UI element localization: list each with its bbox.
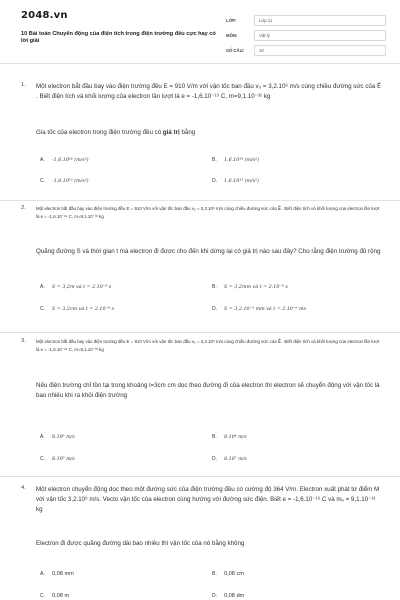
- option-b[interactable]: [212, 571, 244, 577]
- option-text: 8.10⁵ m/s: [52, 457, 75, 462]
- option-letter: C.: [40, 178, 45, 184]
- question-number: 2.: [21, 205, 26, 211]
- option-letter: A.: [40, 157, 45, 163]
- question-prompt: Nếu điện trường chỉ tồn tại trong khoảng l=3cm cm dọc theo đường đi của electron thì electron sẽ chuyển động với vận tốc là bao nhiêu khi ra khỏi điện trường: [36, 382, 380, 399]
- option-d[interactable]: [212, 306, 306, 312]
- option-letter: A.: [40, 284, 45, 290]
- option-letter: C.: [40, 306, 45, 312]
- option-letter: A.: [40, 434, 45, 440]
- question-number: 3.: [21, 338, 26, 344]
- option-a[interactable]: [40, 434, 75, 440]
- option-text: 1,6.10¹⁴ (m/s²): [224, 158, 259, 163]
- option-c[interactable]: [40, 178, 89, 184]
- class-field: [226, 13, 386, 27]
- option-c[interactable]: [40, 593, 69, 599]
- divider: [0, 476, 400, 477]
- option-a[interactable]: [40, 284, 111, 290]
- option-text: 8.10⁴ m/s: [224, 435, 247, 440]
- option-text: 8.10⁶ m/s: [52, 435, 75, 440]
- subject-value: Vật lý: [254, 30, 386, 41]
- option-text: 8.10⁷ m/s: [224, 457, 247, 462]
- option-text: -1,6.10¹⁴ (m/s²): [52, 158, 89, 163]
- option-letter: B.: [212, 434, 217, 440]
- question-text: Một electron chuyển động dọc theo một đường sức của điện trường đều có cường độ 364 V/m. Electron xuất phát từ điểm M với vận tốc 3,2.10⁶ m/s. Vecto vận tốc của electron cùng hướng với đường sức điện. Biết e = -1,6.10⁻¹⁹ C và mₑ = 9,1.10⁻³¹ kg: [36, 486, 380, 513]
- option-b[interactable]: [212, 157, 259, 163]
- prompt-emphasis: giá trị: [162, 129, 180, 136]
- option-text: S = 3,2m và t = 2.10⁻⁹ s: [52, 285, 112, 290]
- worksheet-title: 10 Bài toán Chuyển động của điện tích trong điện trường đều cực hay có lời giải: [21, 31, 216, 44]
- question-text: Một electron bắt đầu bay vào điện trường đều E = 910 V/m với vận tốc ban đầu v₀ = 3,2.10⁶ m/s cùng chiều đường sức của E⃗ . Biết điện tích và khối lượng của electron lần lượt là e = -1,6.10⁻¹⁹ C, m=9,1.10⁻³¹ kg: [36, 206, 380, 219]
- option-a[interactable]: [40, 571, 74, 577]
- question-prompt: Quãng đường S và thời gian t mà electron đi được cho đến khi dừng lại có giá trị nào sau đây? Cho rằng điện trường đủ rộng: [36, 248, 381, 255]
- subject-label: MÔN:: [226, 32, 238, 38]
- option-letter: D.: [212, 306, 217, 312]
- option-letter: B.: [212, 571, 217, 577]
- class-value: Lớp 11: [254, 15, 386, 26]
- question-text: Một electron bắt đầu bay vào điện trường đều E = 910 V/m với vận tốc ban đầu v₀ = 3,2.10⁶ m/s cùng chiều đường sức của E⃗ . Biết điện tích và khối lượng của electron lần lượt là e = -1,6.10⁻¹⁹ C, m=9,1.10⁻³¹ kg: [36, 339, 380, 352]
- option-letter: C.: [40, 456, 45, 462]
- question-count-field: [226, 43, 386, 57]
- option-letter: B.: [212, 284, 217, 290]
- question-number: 1.: [21, 82, 26, 88]
- option-b[interactable]: [212, 434, 247, 440]
- option-letter: B.: [212, 157, 217, 163]
- prompt-text: Gia tốc của electron trong điện trường đều có: [36, 129, 163, 136]
- option-d[interactable]: [212, 593, 244, 599]
- question-number: 4.: [21, 485, 26, 491]
- option-d[interactable]: [212, 178, 259, 184]
- question-prompt: [36, 128, 382, 138]
- option-text: S = 3,2cm và t = 2.10⁻⁸ s: [52, 307, 114, 312]
- divider: [0, 63, 400, 64]
- option-text: S = 3,2mm và t = 2.10⁻⁹ s: [224, 285, 288, 290]
- option-d[interactable]: [212, 456, 247, 462]
- question-prompt: Electron đi được quãng đường dài bao nhiêu thì vận tốc của nó bằng không: [36, 540, 245, 547]
- option-letter: D.: [212, 456, 217, 462]
- option-letter: A.: [40, 571, 45, 577]
- option-c[interactable]: [40, 456, 75, 462]
- prompt-text-end: bằng: [179, 129, 196, 136]
- option-text: 0,08 mm: [52, 571, 74, 577]
- question-text: Một electron bắt đầu bay vào điện trường đều E = 910 V/m với vận tốc ban đầu v₀ = 3,2.10⁶ m/s cùng chiều đường sức của E⃗ . Biết điện tích và khối lượng của electron lần lượt là e = -1,6.10⁻¹⁹ C, m=9,1.10⁻³¹ kg: [36, 83, 381, 100]
- option-text: -1,6.10¹³ (m/s²): [52, 179, 89, 184]
- option-letter: C.: [40, 593, 45, 599]
- worksheet-header: [0, 0, 400, 60]
- option-text: 0,08 dm: [224, 593, 245, 599]
- option-text: 0,08 cm: [224, 571, 244, 577]
- option-text: S = 3,2.10⁻³ mm và t = 2.10⁻⁶ ms: [224, 307, 306, 312]
- option-letter: D.: [212, 178, 217, 184]
- option-text: 0,08 m: [52, 593, 70, 599]
- divider: [0, 332, 400, 333]
- option-b[interactable]: [212, 284, 288, 290]
- site-logo[interactable]: 2048.vn: [21, 10, 68, 21]
- option-letter: D.: [212, 593, 217, 599]
- question-count-label: SỐ CÂU:: [226, 47, 245, 53]
- option-a[interactable]: [40, 157, 89, 163]
- divider: [0, 200, 400, 201]
- option-c[interactable]: [40, 306, 114, 312]
- option-text: 1,6.10¹³ (m/s²): [224, 179, 259, 184]
- subject-field: [226, 28, 386, 42]
- question-count-value: 10: [254, 45, 386, 56]
- class-label: LỚP:: [226, 17, 237, 23]
